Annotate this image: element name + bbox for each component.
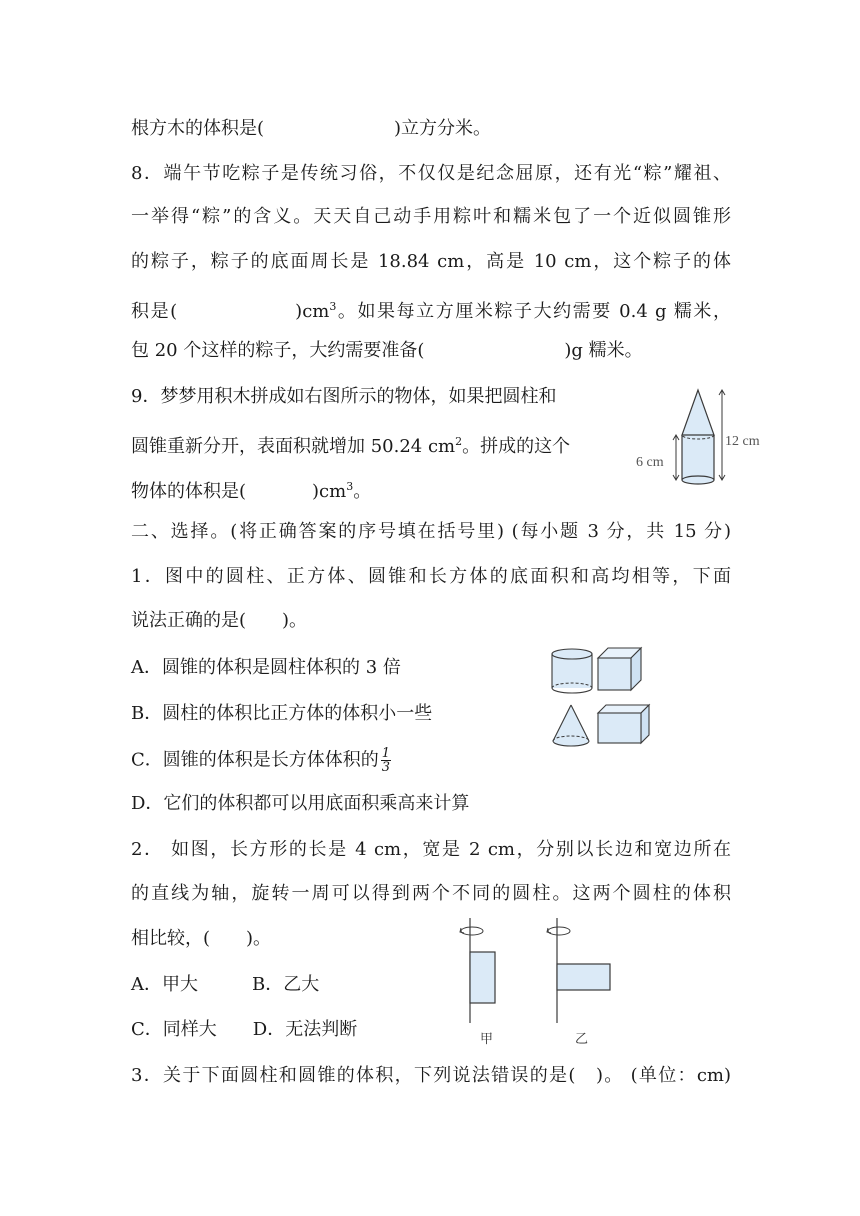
q8-line5-b: )g 糯米。 <box>564 340 643 361</box>
s1-option-d[interactable]: D．它们的体积都可以用底面积乘高来计算 <box>131 793 470 814</box>
q8-line1: 8．端午节吃粽子是传统习俗，不仅仅是纪念屈原，还有光“粽”耀祖、 <box>131 163 731 184</box>
cylinder-height-marker <box>673 435 679 480</box>
section2-heading: 二、选择。(将正确答案的序号填在括号里) (每小题 3 分，共 15 分) <box>131 521 731 542</box>
q8-line5 <box>131 340 643 362</box>
rotation-arrow-icon <box>461 927 483 935</box>
cube-superscript: 3 <box>346 480 354 493</box>
cylinder-height-label: 6 cm <box>636 455 664 470</box>
q9-line2-b: 。拼成的这个 <box>462 436 571 457</box>
q9-line1: 9．梦梦用积木拼成如右图所示的物体，如果把圆柱和 <box>131 386 557 407</box>
s1-option-c[interactable] <box>131 747 391 774</box>
solids-figure <box>545 643 655 751</box>
s2-line2: 的直线为轴，旋转一周可以得到两个不同的圆柱。这两个圆柱的体积 <box>131 883 731 904</box>
q7-tail-after: )立方分米。 <box>394 118 492 139</box>
s1-line2: 说法正确的是( )。 <box>131 610 308 631</box>
q8-line4-a: 积是( <box>131 301 178 322</box>
cylinder-shape <box>552 649 592 693</box>
cone-cylinder-figure <box>630 385 770 490</box>
one-third-fraction: $\frac{1}{3}$ <box>381 746 391 775</box>
rotation-figure <box>450 915 625 1050</box>
q9-line3-b: )cm <box>312 481 347 502</box>
figure-jia <box>460 918 495 1047</box>
label-yi: 乙 <box>575 1032 589 1047</box>
cone-shape <box>553 705 589 746</box>
cube-superscript: 3 <box>329 300 337 313</box>
cube-shape <box>598 648 641 690</box>
cylinder-shape <box>682 431 714 484</box>
q9-line3 <box>131 476 371 503</box>
q8-line4-c: 。如果每立方厘米粽子大约需要 0.4 g 糯米， <box>336 301 732 322</box>
total-height-label: 12 cm <box>725 434 760 449</box>
s2-line1: 2． 如图，长方形的长是 4 cm，宽是 2 cm，分别以长边和宽边所在 <box>131 839 731 860</box>
s1-option-b[interactable]: B．圆柱的体积比正方体的体积小一些 <box>131 703 433 724</box>
cone-shape <box>682 390 714 435</box>
s1-line1: 1．图中的圆柱、正方体、圆锥和长方体的底面积和高均相等，下面 <box>131 566 731 587</box>
label-jia: 甲 <box>480 1032 494 1047</box>
q8-line2: 一举得“粽”的含义。天天自己动手用粽叶和糯米包了一个近似圆锥形 <box>131 206 731 227</box>
s3-line1: 3．关于下面圆柱和圆锥的体积，下列说法错误的是( )。 (单位：cm) <box>131 1065 731 1086</box>
rotation-arrow-icon <box>548 927 570 935</box>
s1-option-a[interactable]: A．圆锥的体积是圆柱体积的 3 倍 <box>131 657 401 678</box>
s1-option-c-text: C．圆锥的体积是长方体体积的 <box>131 749 379 771</box>
figure-yi <box>547 918 610 1047</box>
q9-line2 <box>131 431 570 458</box>
cuboid-shape <box>598 705 649 743</box>
q9-line3-c: 。 <box>353 481 372 502</box>
q8-line4 <box>131 296 731 323</box>
q7-tail-before: 根方木的体积是( <box>131 118 265 139</box>
s2-line3: 相比较，( )。 <box>131 928 272 949</box>
q8-line4-b: )cm <box>295 301 330 322</box>
q8-line5-a: 包 20 个这样的粽子，大约需要准备( <box>131 340 425 361</box>
q9-line2-a: 圆锥重新分开，表面积就增加 50.24 cm <box>131 436 456 457</box>
q8-line3: 的粽子，粽子的底面周长是 18.84 cm，高是 10 cm，这个粽子的体 <box>131 251 731 272</box>
square-superscript: 2 <box>455 435 463 448</box>
s2-options-ab[interactable]: A．甲大 B．乙大 <box>131 974 320 995</box>
s2-options-cd[interactable]: C．同样大 D．无法判断 <box>131 1019 358 1040</box>
q7-tail-line <box>131 118 491 140</box>
q9-line3-a: 物体的体积是( <box>131 481 247 502</box>
